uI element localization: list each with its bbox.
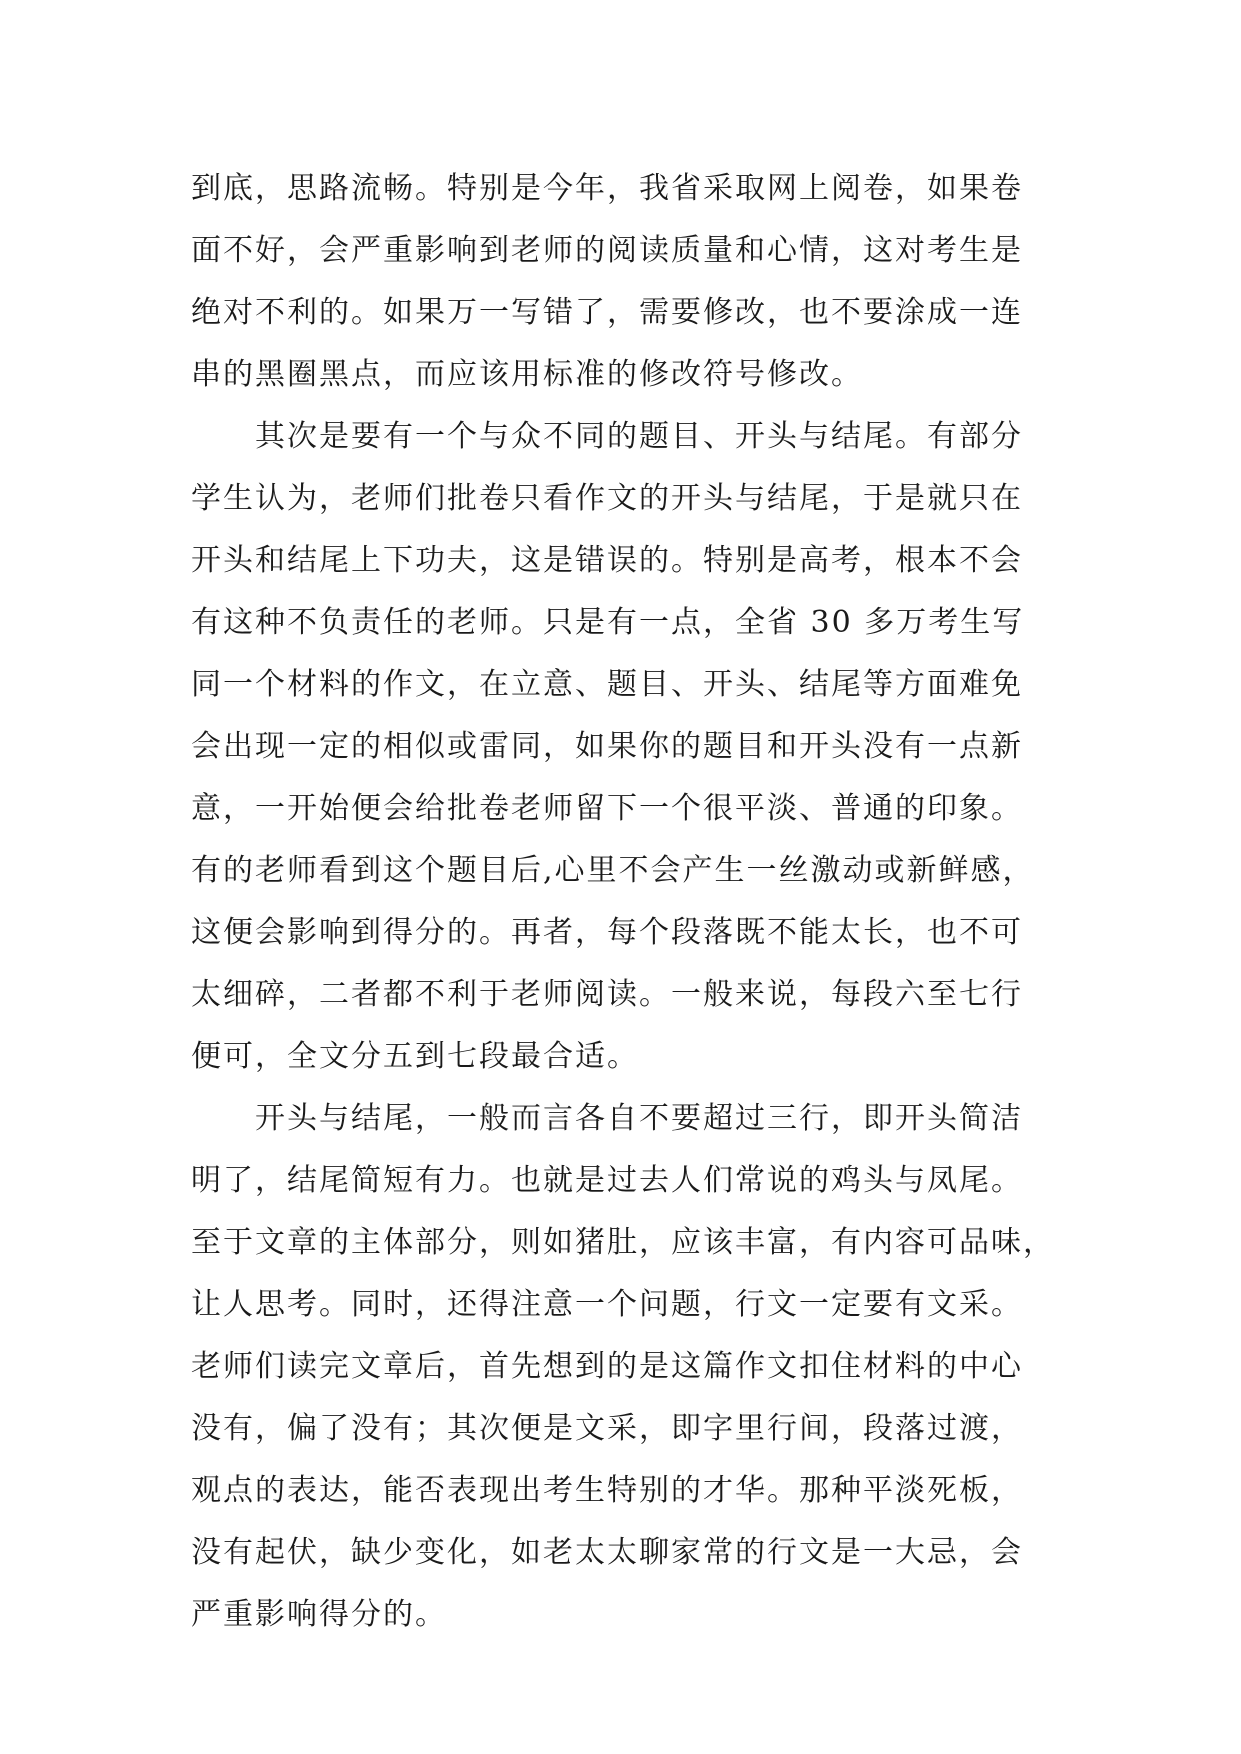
text-line: 面不好，会严重影响到老师的阅读质量和心情，这对考生是 [191,233,1023,268]
text-line: 没有起伏，缺少变化，如老太太聊家常的行文是一大忌，会 [191,1535,1023,1570]
text-line: 明了，结尾简短有力。也就是过去人们常说的鸡头与凤尾。 [191,1163,1023,1198]
text-line: 太细碎，二者都不利于老师阅读。一般来说，每段六至七行 [191,977,1023,1012]
paragraph-first-line: 其次是要有一个与众不同的题目、开头与结尾。有部分 [255,419,1023,454]
body-text [191,158,1055,1646]
text-line: 串的黑圈黑点，而应该用标准的修改符号修改。 [191,357,863,392]
text-line: 意，一开始便会给批卷老师留下一个很平淡、普通的印象。 [191,791,1023,826]
text-line: 学生认为，老师们批卷只看作文的开头与结尾，于是就只在 [191,481,1023,516]
text-line: 至于文章的主体部分，则如猪肚，应该丰富，有内容可品味， [191,1225,1055,1260]
text-line: 严重影响得分的。 [191,1597,447,1632]
text-line: 开头和结尾上下功夫，这是错误的。特别是高考，根本不会 [191,543,1023,578]
text-line: 有这种不负责任的老师。只是有一点，全省 30 多万考生写 [191,605,1025,640]
text-line: 没有，偏了没有；其次便是文采，即字里行间，段落过渡， [191,1411,1023,1446]
text-line: 同一个材料的作文，在立意、题目、开头、结尾等方面难免 [191,667,1023,702]
text-line: 这便会影响到得分的。再者，每个段落既不能太长，也不可 [191,915,1023,950]
paragraph-first-line: 开头与结尾，一般而言各自不要超过三行，即开头简洁 [255,1101,1023,1136]
text-line: 便可，全文分五到七段最合适。 [191,1039,639,1074]
text-line: 绝对不利的。如果万一写错了，需要修改，也不要涂成一连 [191,295,1023,330]
text-line: 会出现一定的相似或雷同，如果你的题目和开头没有一点新 [191,729,1023,764]
text-line: 老师们读完文章后，首先想到的是这篇作文扣住材料的中心 [191,1349,1023,1384]
text-line: 让人思考。同时，还得注意一个问题，行文一定要有文采。 [191,1287,1023,1322]
text-line: 有的老师看到这个题目后,心里不会产生一丝激动或新鲜感， [191,853,1035,888]
text-line: 观点的表达，能否表现出考生特别的才华。那种平淡死板， [191,1473,1023,1508]
text-line: 到底，思路流畅。特别是今年，我省采取网上阅卷，如果卷 [191,171,1023,206]
